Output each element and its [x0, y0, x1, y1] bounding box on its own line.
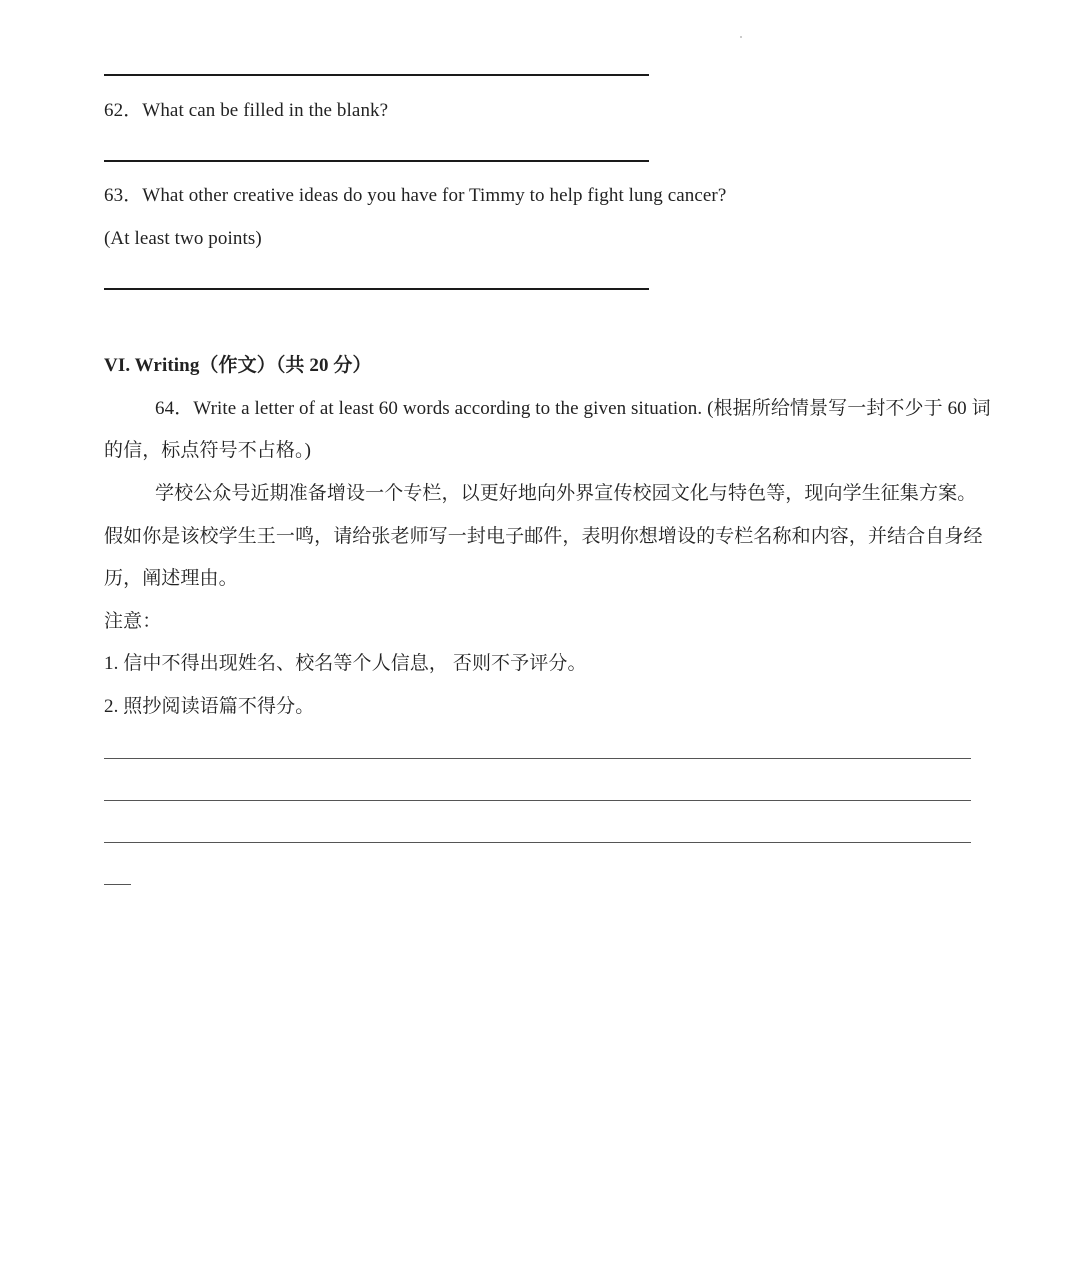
answer-line-q62 — [104, 160, 649, 162]
writing-line-1 — [104, 758, 971, 759]
question-63-note: (At least two points) — [104, 228, 262, 249]
answer-line-q61 — [104, 74, 649, 76]
notice-item-2: 2. 照抄阅读语篇不得分。 — [104, 696, 315, 717]
writing-line-3 — [104, 842, 971, 843]
scenario-line-2: 假如你是该校学生王一鸣，请给张老师写一封电子邮件，表明你想增设的专栏名称和内容，并结合自身经 — [104, 526, 983, 547]
question-64-line-1: 64．Write a letter of at least 60 words according to the given situation. (根据所给情景写一封不少于 60 词 — [155, 398, 991, 419]
writing-line-2 — [104, 800, 971, 801]
question-63: 63．What other creative ideas do you have for Timmy to help fight lung cancer? — [104, 185, 727, 206]
scenario-line-1: 学校公众号近期准备增设一个专栏，以更好地向外界宣传校园文化与特色等，现向学生征集方案。 — [155, 483, 977, 504]
writing-line-4-stub — [104, 884, 131, 885]
writing-section-heading: VI. Writing（作文）（共 20 分） — [104, 355, 372, 376]
scenario-line-3: 历，阐述理由。 — [104, 568, 238, 589]
answer-line-q63 — [104, 288, 649, 290]
scan-speck — [740, 36, 742, 38]
question-62: 62．What can be filled in the blank? — [104, 100, 389, 121]
notice-label: 注意： — [104, 611, 162, 632]
notice-item-1: 1. 信中不得出现姓名、校名等个人信息， 否则不予评分。 — [104, 653, 587, 674]
question-64-line-2: 的信，标点符号不占格。) — [104, 440, 312, 461]
